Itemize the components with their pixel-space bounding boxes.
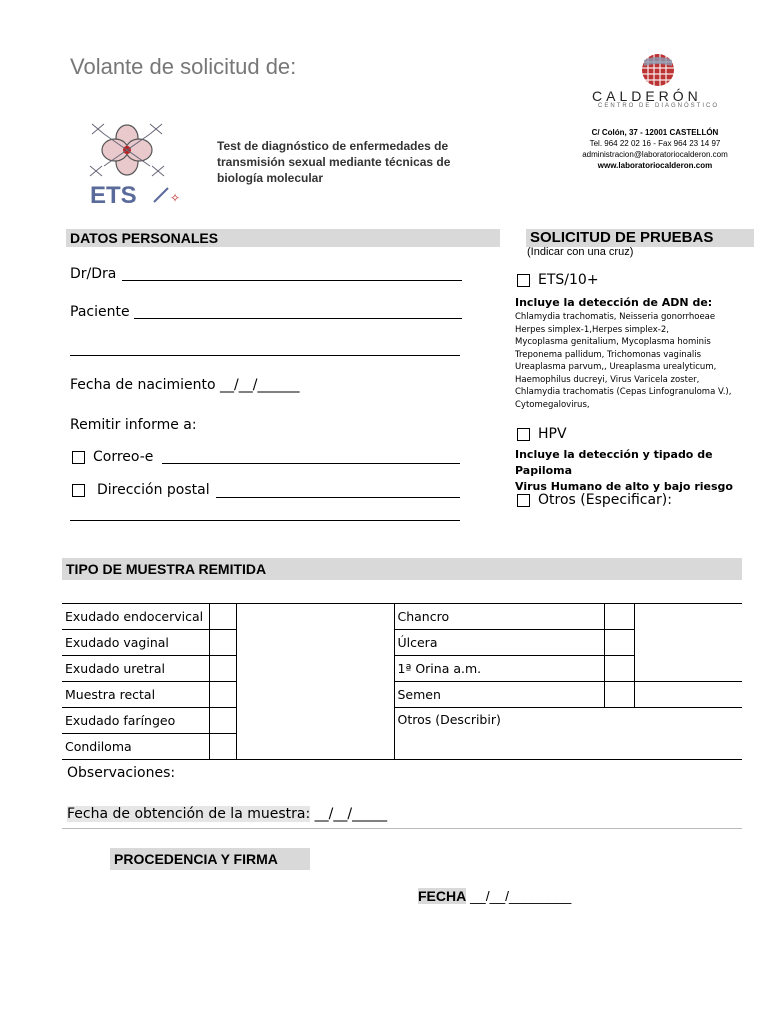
patient-field[interactable] <box>134 318 462 319</box>
sample-label: Exudado faríngeo <box>62 708 209 734</box>
ets-list <box>515 311 765 411</box>
observations-label: Observaciones: <box>67 765 176 781</box>
sample-checkbox-cell[interactable] <box>209 656 236 682</box>
ets-logo-text: ETS <box>90 182 137 208</box>
origin-signature-heading: PROCEDENCIA Y FIRMA <box>110 848 310 870</box>
page-title: Volante de solicitud de: <box>70 54 297 79</box>
sample-gap-cell <box>236 604 394 760</box>
email-field[interactable] <box>162 463 460 464</box>
ets-list-item: Chlamydia trachomatis (Cepas Linfogranuloma V.), <box>515 387 732 397</box>
sample-label: Chancro <box>394 604 604 630</box>
address: C/ Colón, 37 - 12001 CASTELLÓN <box>591 128 719 137</box>
table-row <box>62 682 742 708</box>
brand-subtitle: CENTRO DE DIAGNÓSTICO <box>598 103 720 109</box>
sample-checkbox-cell[interactable] <box>604 682 634 708</box>
table-row <box>62 604 742 630</box>
sample-gap-cell <box>634 604 742 682</box>
postal-field-line-2[interactable] <box>70 520 460 521</box>
postal-checkbox[interactable] <box>72 484 85 497</box>
sample-table <box>62 603 742 760</box>
ets-list-item: Mycoplasma genitalium, Mycoplasma hominis <box>515 337 711 347</box>
hpv-option: HPV <box>517 426 567 442</box>
hpv-description: Incluye la detección y tipado de Papiloma Virus Humano de alto y bajo riesgo <box>515 448 733 493</box>
ets-list-item: Haemophilus ducreyi, Virus Varicela zoster, <box>515 374 700 385</box>
date-label: FECHA <box>418 888 467 904</box>
collection-date-label: Fecha de obtención de la muestra: <box>67 806 311 822</box>
sample-label: 1ª Orina a.m. <box>394 656 604 682</box>
birth-date-label: Fecha de nacimiento __/__/______ <box>70 377 300 393</box>
brand-globe-icon <box>636 52 680 92</box>
doctor-label: Dr/Dra <box>70 266 117 282</box>
sample-checkbox-cell[interactable] <box>604 656 634 682</box>
sample-checkbox-cell[interactable] <box>209 630 236 656</box>
email-checkbox[interactable] <box>72 451 85 464</box>
ets-list-item: Cytomegalovirus, <box>515 399 590 410</box>
sample-label: Úlcera <box>394 630 604 656</box>
sample-label: Semen <box>394 682 604 708</box>
collection-date <box>67 806 387 822</box>
signature-date <box>418 888 571 904</box>
email-option: Correo-e <box>72 449 153 465</box>
phone: Tel. 964 22 02 16 - Fax 964 23 14 97 <box>589 139 721 148</box>
ets-checkbox[interactable] <box>517 274 530 287</box>
hpv-checkbox[interactable] <box>517 428 530 441</box>
sample-label: Muestra rectal <box>62 682 209 708</box>
birth-date-field[interactable]: __/__/______ <box>220 377 300 393</box>
observations-rule <box>62 828 742 829</box>
doctor-field[interactable] <box>122 280 462 281</box>
postal-option: Dirección postal <box>72 482 210 498</box>
test-title: Test de diagnóstico de enfermedades de transmisión sexual mediante técnicas de biología molecular <box>217 139 451 185</box>
table-row <box>62 708 742 734</box>
sample-type-heading: TIPO DE MUESTRA REMITIDA <box>62 558 742 580</box>
other-tests-checkbox[interactable] <box>517 494 530 507</box>
sample-checkbox-cell[interactable] <box>604 630 634 656</box>
report-to-label: Remitir informe a: <box>70 417 197 433</box>
website: www.laboratoriocalderon.com <box>597 161 713 170</box>
date-field[interactable]: __/__/________ <box>470 888 572 904</box>
ets-option: ETS/10+ <box>517 272 599 288</box>
sample-checkbox-cell[interactable] <box>209 604 236 630</box>
ets-list-item: Chlamydia trachomatis, Neisseria gonorrhoeae <box>515 312 716 322</box>
sample-gap-cell <box>634 682 742 708</box>
sample-label: Exudado vaginal <box>62 630 209 656</box>
ets-includes: Incluye la detección de ADN de: <box>515 296 713 309</box>
ets-list-item: Herpes simplex-1,Herpes simplex-2, <box>515 324 669 335</box>
personal-data-heading: DATOS PERSONALES <box>66 229 500 247</box>
svg-text:✧: ✧ <box>170 191 181 205</box>
tests-heading: SOLICITUD DE PRUEBAS <box>526 229 754 247</box>
ets-logo <box>84 118 194 208</box>
sample-checkbox-cell[interactable] <box>604 604 634 630</box>
ets-list-item: Treponema pallidum, Trichomonas vaginalis <box>515 349 702 360</box>
sample-label: Condiloma <box>62 734 209 760</box>
other-tests-option: Otros (Especificar): <box>517 492 672 508</box>
sample-checkbox-cell[interactable] <box>209 708 236 734</box>
brand-name: CALDERÓN <box>592 88 702 104</box>
collection-date-field[interactable]: __/__/_____ <box>314 806 388 822</box>
postal-field[interactable] <box>216 497 460 498</box>
patient-field-line-2[interactable] <box>70 355 460 356</box>
other-description-cell[interactable]: Otros (Describir) <box>394 708 742 760</box>
ets-list-item: Ureaplasma parvum,, Ureaplasma urealyticum, <box>515 362 717 372</box>
patient-label: Paciente <box>70 304 130 320</box>
sample-label: Exudado endocervical <box>62 604 209 630</box>
tests-instruction: (Indicar con una cruz) <box>527 246 634 258</box>
sample-checkbox-cell[interactable] <box>209 682 236 708</box>
contact-block <box>570 127 740 171</box>
sample-label: Exudado uretral <box>62 656 209 682</box>
sample-checkbox-cell[interactable] <box>209 734 236 760</box>
email: administracion@laboratoriocalderon.com <box>582 150 728 159</box>
